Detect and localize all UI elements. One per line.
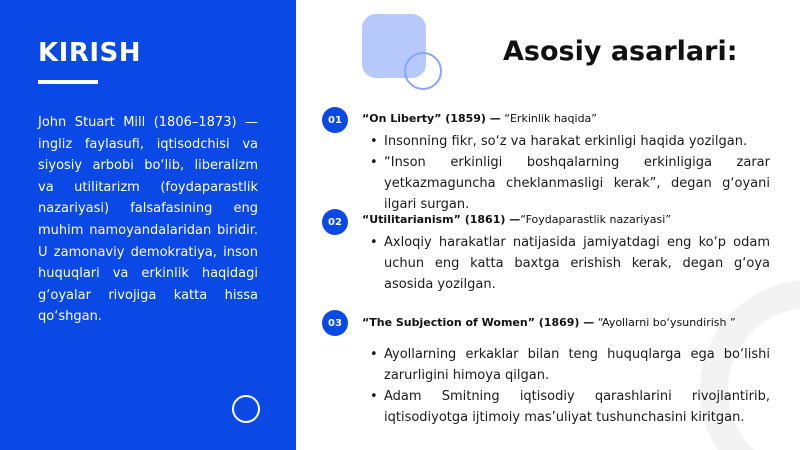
work-bullet-list: [366, 131, 770, 215]
work-title: “The Subjection of Women” (1869) —: [362, 316, 595, 329]
work-translation: “Foydaparastlik nazariyasi”: [520, 213, 672, 226]
item-number-badge: 02: [322, 209, 348, 235]
works-title: Asosiy asarlari:: [503, 36, 738, 67]
item-number-badge: 01: [322, 107, 348, 133]
work-translation: “Erkinlik haqida”: [500, 112, 597, 125]
intro-text: John Stuart Mill (1806–1873) — ingliz faylasufi, iqtisodchisi va siyosiy arbobi bo‘lib, liberalizm va utilitarizm (foydaparastlik nazariyasi) falsafasining eng muhim namoyandalaridan biridir. U zamonaviy demokratiya, inson huquqlari va erkinlik haqidagi g‘oyalar rivojiga katta hissa qo‘shgan.: [38, 115, 258, 325]
title-underline: [38, 80, 98, 84]
work-title: “Utilitarianism” (1861) —: [362, 213, 521, 226]
intro-title: KIRISH: [38, 38, 142, 68]
work-bullet-list: [366, 344, 770, 428]
ring-decoration: [404, 52, 442, 90]
item-number-badge: 03: [322, 310, 348, 336]
bullet-item: • “Inson erkinligi boshqalarning erkinligiga zarar yetkazmaguncha cheklanmasligi kerak”, degan g‘oyani ilgari surgan.: [366, 152, 770, 215]
circle-decoration-icon: [232, 395, 260, 423]
bullet-item: • Ayollarning erkaklar bilan teng huquqlarga ega bo‘lishi zarurligini himoya qilgan.: [366, 344, 770, 386]
work-translation: “Ayollarni bo‘ysundirish ”: [594, 316, 736, 329]
work-heading: [362, 112, 597, 125]
work-bullet-list: [366, 232, 770, 295]
work-heading: [362, 316, 736, 329]
bullet-item: • Adam Smitning iqtisodiy qarashlarini rivojlantirib, iqtisodiyotga ijtimoiy mas’uliyat tushunchasini kiritgan.: [366, 386, 770, 428]
work-heading: [362, 213, 671, 226]
bullet-item: • Axloqiy harakatlar natijasida jamiyatdagi eng ko‘p odam uchun eng katta baxtga erishish kerak, degan g‘oya asosida yozilgan.: [366, 232, 770, 295]
intro-panel: [0, 0, 296, 450]
work-title: “On Liberty” (1859) —: [362, 112, 501, 125]
bullet-item: • Insonning fikr, so‘z va harakat erkinligi haqida yozilgan.: [366, 131, 770, 152]
